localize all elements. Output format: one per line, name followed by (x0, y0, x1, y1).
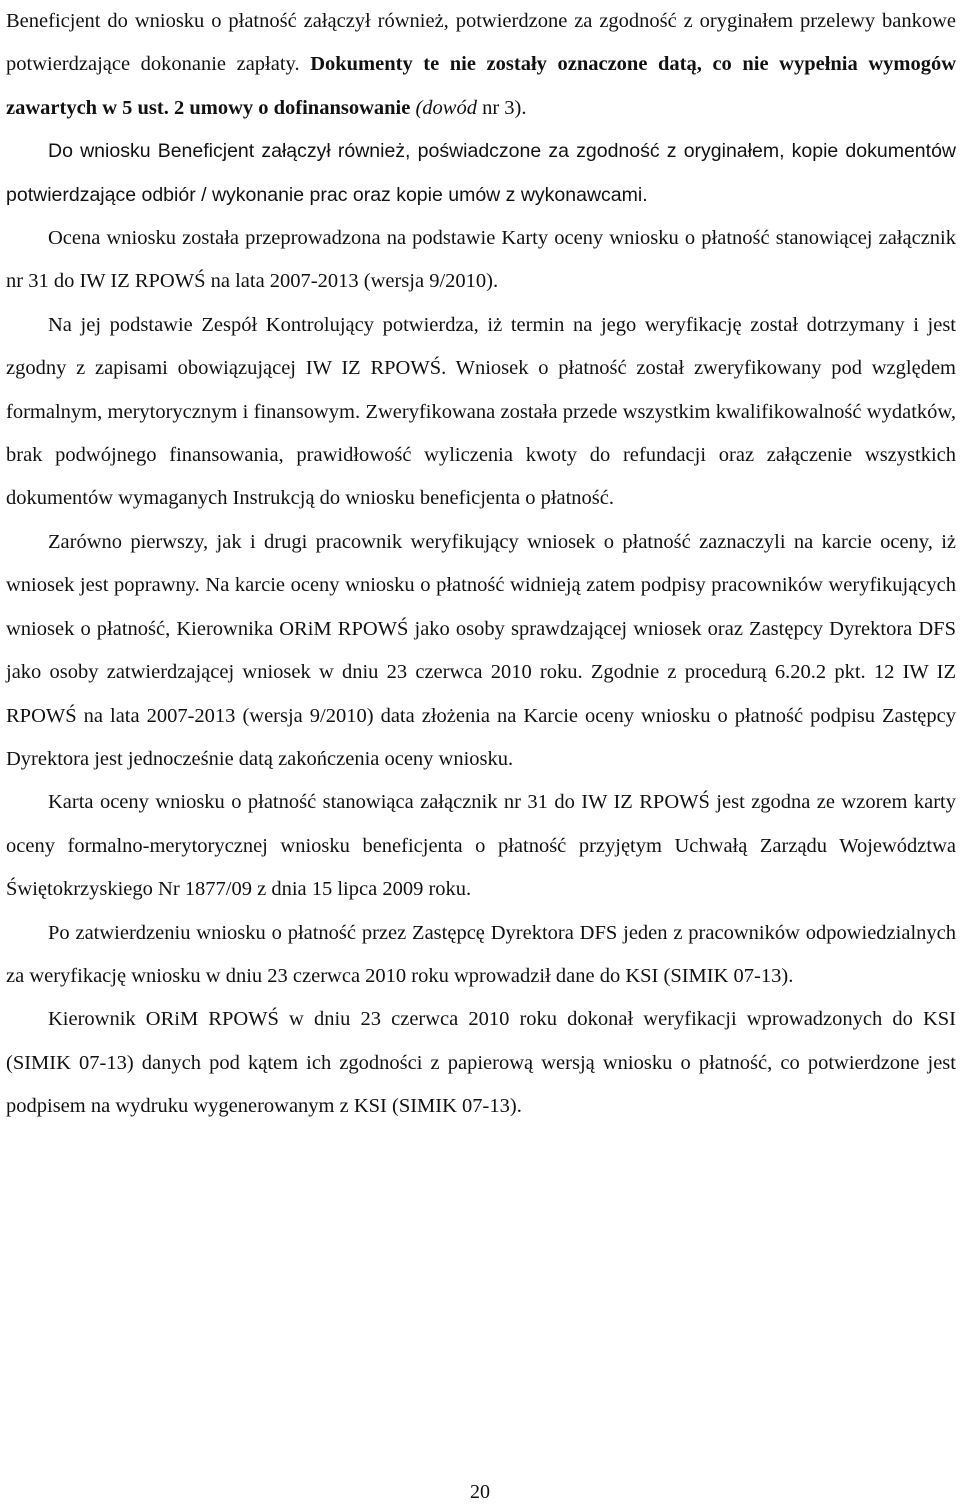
paragraph-text: Beneficjent do wniosku o płatność załączył również, potwierdzone za zgodność z oryginałem przelewy bankowe potwierdzające dokonanie zapłaty. (6, 10, 956, 76)
paragraph-ksi-verification: Kierownik ORiM RPOWŚ w dniu 23 czerwca 2010 roku dokonał weryfikacji wprowadzonych do KSI (SIMIK 07-13) danych pod kątem ich zgodności z papierową wersją wniosku o płatność, co potwierdzone jest podpisem na wydruku wygenerowanym z KSI (SIMIK 07-13). (6, 1008, 956, 1118)
evidence-reference: (dowód (415, 96, 477, 119)
page-number: 20 (470, 1481, 490, 1503)
paragraph-evaluation-card: Zarówno pierwszy, jak i drugi pracownik weryfikujący wniosek o płatność zaznaczyli na karcie oceny, iż wniosek jest poprawny. Na karcie oceny wniosku o płatność widnieją zatem podpisy pracowników weryfikujących wniosek o płatność, Kierownika ORiM RPOWŚ jako osoby sprawdzającej wniosek oraz Zastępcy Dyrektora DFS jako osoby zatwierdzającej wniosek w dniu 23 czerwca 2010 roku. Zgodnie z procedurą 6.20.2 pkt. 12 IW IZ RPOWŚ na lata 2007-2013 (wersja 9/2010) data złożenia na Karcie oceny wniosku o płatność podpisu Zastępcy Dyrektora jest jednocześnie datą zakończenia oceny wniosku. (6, 530, 956, 770)
finding-text: Dokumenty te nie zostały oznaczone datą, co nie wypełnia wymogów zawartych w 5 ust. 2 umowy o dofinansowanie (dowód nr 3). (6, 53, 957, 119)
paragraph-text: Na jej podstawie Zespół Kontrolujący potwierdza, iż termin na jego weryfikację został dotrzymany i jest zgodny z zapisami obowiązującej IW IZ RPOWŚ. (6, 313, 956, 380)
document-page (6, 0, 956, 1129)
evidence-number: nr 3). (476, 96, 527, 119)
paragraph-card-template: Karta oceny wniosku o płatność stanowiąca załącznik nr 31 do IW IZ RPOWŚ jest zgodna ze wzorem karty oceny formalno-merytorycznej wniosku beneficjenta o płatność przyjętym Uchwałą Zarządu Województwa Świętokrzyskiego Nr 1877/09 z dnia 15 lipca 2009 roku. (6, 791, 956, 901)
paragraph-verification (6, 304, 956, 521)
paragraph-bank-transfers (6, 0, 956, 130)
paragraph-text-continued: Wniosek o płatność został zweryfikowany pod względem formalnym, merytorycznym i finansowym. Zweryfikowana została przede wszystkim kwalifikowalność wydatków, brak podwójnego finansowania, prawidłowość wyliczenia kwoty do refundacji oraz załączenie wszystkich dokumentów wymaganych Instrukcją do wniosku beneficjenta o płatność. (6, 357, 956, 510)
paragraph-ksi-entry: Po zatwierdzeniu wniosku o płatność przez Zastępcę Dyrektora DFS jeden z pracowników odpowiedzialnych za weryfikację wniosku w dniu 23 czerwca 2010 roku wprowadził dane do KSI (SIMIK 07-13). (6, 921, 956, 987)
paragraph-evaluation-basis: Ocena wniosku została przeprowadzona na podstawie Karty oceny wniosku o płatność stanowiącej załącznik nr 31 do IW IZ RPOWŚ na lata 2007-2013 (wersja 9/2010). (6, 227, 956, 293)
paragraph-contractor-documents: Do wniosku Beneficjent załączył również, poświadczone za zgodność z oryginałem, kopie dokumentów potwierdzające odbiór / wykonanie prac oraz kopie umów z wykonawcami. (6, 140, 956, 206)
